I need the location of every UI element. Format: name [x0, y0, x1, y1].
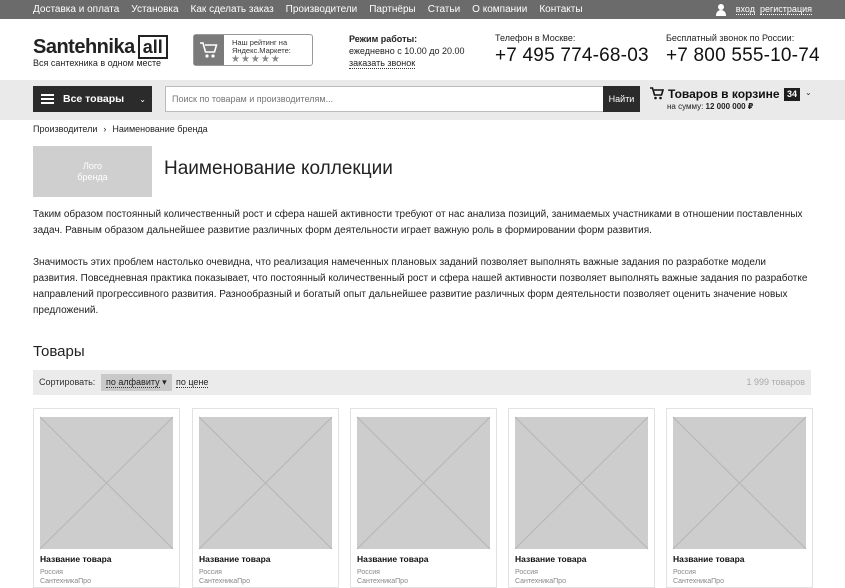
- chevron-down-icon[interactable]: ⌄: [805, 88, 812, 97]
- hours-title: Режим работы:: [349, 34, 418, 44]
- product-image[interactable]: [357, 417, 490, 549]
- goods-count: 1 999 товаров: [746, 377, 805, 387]
- product-name[interactable]: Название товара: [40, 554, 112, 564]
- basket-sum: на сумму: 12 000 000 ₽: [667, 102, 754, 111]
- phone-free: [666, 33, 820, 67]
- nav-how-to-order[interactable]: Как сделать заказ: [190, 4, 274, 15]
- site-logo[interactable]: [33, 35, 168, 59]
- hours-text: ежедневно с 10.00 до 20.00: [349, 46, 465, 56]
- phone-free-label: Бесплатный звонок по России:: [666, 33, 795, 43]
- basket-count-badge: 34: [784, 88, 800, 101]
- nav-articles[interactable]: Статьи: [427, 4, 461, 15]
- product-country: Россия: [357, 569, 380, 576]
- find-button[interactable]: Найти: [603, 86, 640, 112]
- product-country: Россия: [199, 569, 222, 576]
- product-brand: СантехникаПро: [199, 578, 250, 585]
- basket-title: Товаров в корзине: [668, 87, 780, 101]
- product-name[interactable]: Название товара: [199, 554, 271, 564]
- callback-link[interactable]: заказать звонок: [349, 58, 416, 68]
- phone-free-number[interactable]: +7 800 555-10-74: [666, 45, 820, 66]
- product-image[interactable]: [673, 417, 806, 549]
- product-card[interactable]: [192, 408, 339, 588]
- all-goods-label: Все товары: [63, 93, 125, 105]
- collection-description: Таким образом постоянный количественный рост и сфера нашей активности требуют от нас анализа позиций, занимаемых участниками в отношении поставленных задач. Равным образом дальнейшее развитие различных форм деятельности играет важную роль в формировании форм развития.: [33, 209, 803, 236]
- sort-alpha-button[interactable]: по алфавиту ▾: [101, 374, 172, 391]
- product-name[interactable]: Название товара: [515, 554, 587, 564]
- product-brand: СантехникаПро: [515, 578, 566, 585]
- top-nav: [33, 0, 595, 19]
- product-image[interactable]: [40, 417, 173, 549]
- menu-icon: [41, 94, 54, 104]
- search-input[interactable]: [165, 86, 605, 112]
- login-link[interactable]: вход: [735, 4, 755, 14]
- product-brand: СантехникаПро: [40, 578, 91, 585]
- work-hours: [349, 33, 465, 69]
- product-card[interactable]: [33, 408, 180, 588]
- phone-moscow-number[interactable]: +7 495 774-68-03: [495, 45, 649, 66]
- nav-contacts[interactable]: Контакты: [539, 4, 583, 15]
- phone-moscow-label: Телефон в Москве:: [495, 33, 576, 43]
- product-card[interactable]: [666, 408, 813, 588]
- product-name[interactable]: Название товара: [357, 554, 429, 564]
- nav-manufacturers[interactable]: Производители: [285, 4, 358, 15]
- sort-label: Сортировать:: [39, 377, 96, 387]
- logo-box: all: [138, 35, 168, 59]
- collection-description: Значимость этих проблем настолько очевидна, что реализация намеченных плановых заданий позволяет выполнять важные задания по разработке модели развития. Повседневная практика показывает, что постоянный количественный рост и сфера нашей активности позволяет выполнять важные задания по разработке направлений прогрессивного развития. Разнообразный и богатый опыт дальнейшее развитие различных форм деятельности позволяет оценить значение новых предложений.: [33, 257, 808, 316]
- register-link[interactable]: регистрация: [759, 4, 812, 14]
- product-card[interactable]: [508, 408, 655, 588]
- product-country: Россия: [673, 569, 696, 576]
- sort-price-button[interactable]: по цене: [176, 377, 209, 387]
- product-brand: СантехникаПро: [357, 578, 408, 585]
- rating-stars: ★★★★★: [231, 54, 281, 65]
- cart-icon: [650, 87, 664, 100]
- brand-logo: Лого бренда: [33, 146, 152, 197]
- user-icon: [715, 4, 727, 16]
- product-country: Россия: [515, 569, 538, 576]
- breadcrumb-separator: ›: [103, 124, 107, 134]
- product-image[interactable]: [199, 417, 332, 549]
- logo-word: Santehnika: [33, 35, 135, 58]
- market-rating-badge[interactable]: [193, 34, 313, 66]
- sort-bar: [33, 370, 811, 395]
- cart-icon: [194, 35, 224, 65]
- tagline: Вся сантехника в одном месте: [33, 58, 162, 68]
- auth-links: [715, 0, 812, 19]
- product-card[interactable]: [350, 408, 497, 588]
- nav-partners[interactable]: Партнёры: [369, 4, 416, 15]
- product-country: Россия: [40, 569, 63, 576]
- product-brand: СантехникаПро: [673, 578, 724, 585]
- phone-moscow: [495, 33, 649, 67]
- goods-title: Товары: [33, 343, 85, 360]
- breadcrumb: [33, 124, 208, 134]
- nav-about[interactable]: О компании: [472, 4, 528, 15]
- breadcrumb-item[interactable]: Производители: [33, 124, 98, 134]
- product-name[interactable]: Название товара: [673, 554, 745, 564]
- breadcrumb-item[interactable]: Наименование бренда: [112, 124, 208, 134]
- nav-installation[interactable]: Установка: [131, 4, 179, 15]
- product-image[interactable]: [515, 417, 648, 549]
- chevron-down-icon: ⌄: [139, 94, 146, 104]
- nav-delivery[interactable]: Доставка и оплата: [33, 4, 120, 15]
- all-goods-button[interactable]: [33, 86, 152, 112]
- rating-text: Наш рейтинг на Яндекс.Маркете:: [232, 38, 291, 55]
- page-title: Наименование коллекции: [164, 158, 393, 179]
